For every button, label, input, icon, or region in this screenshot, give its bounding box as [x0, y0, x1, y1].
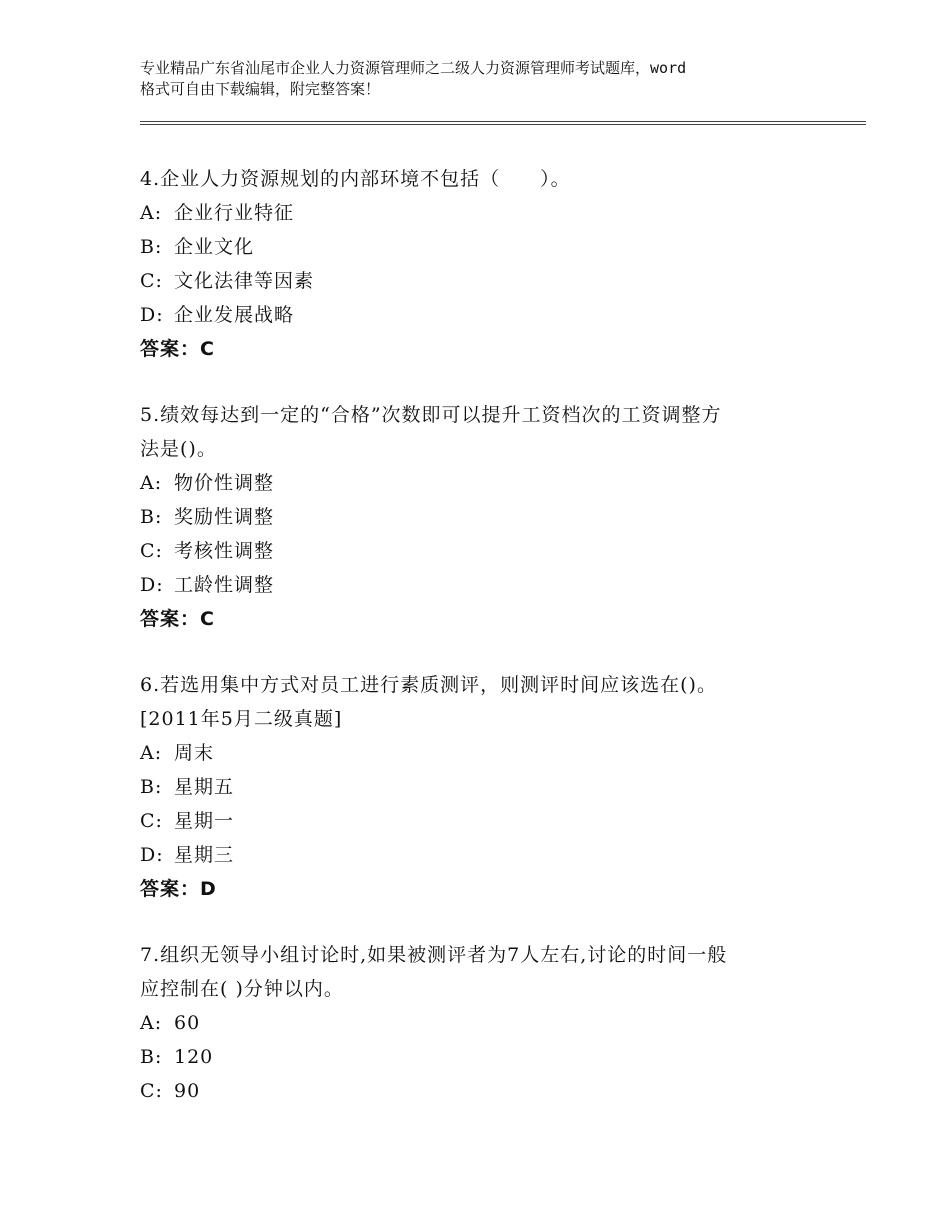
- question-stem-line-1: 7.组织无领导小组讨论时,如果被测评者为7人左右,讨论的时间一般: [140, 944, 728, 966]
- header-line-2: 格式可自由下载编辑，附完整答案！: [140, 80, 381, 98]
- option-d: [140, 298, 820, 332]
- option-text: 物价性调整: [174, 472, 275, 494]
- question-stem: 4.企业人力资源规划的内部环境不包括（ ）。: [140, 168, 571, 190]
- option-c: [140, 804, 820, 838]
- option-key: C:: [140, 1080, 163, 1102]
- header-divider-top: [140, 121, 866, 122]
- option-key: A:: [140, 202, 163, 224]
- option-c: [140, 534, 820, 568]
- option-text: 考核性调整: [174, 540, 275, 562]
- question-item: [140, 162, 820, 366]
- option-text: 星期一: [174, 810, 235, 832]
- option-text: 文化法律等因素: [174, 270, 315, 292]
- option-key: D:: [140, 574, 164, 596]
- option-text: 企业发展战略: [174, 304, 295, 326]
- option-a: [140, 1006, 820, 1040]
- option-text: 周末: [174, 742, 215, 764]
- option-text: 工龄性调整: [174, 574, 275, 596]
- option-key: B:: [140, 1046, 163, 1068]
- option-d: [140, 568, 820, 602]
- option-text: 星期三: [174, 844, 235, 866]
- option-key: C:: [140, 540, 163, 562]
- question-stem-line-2: 应控制在( )分钟以内。: [140, 978, 344, 1000]
- option-b: [140, 770, 820, 804]
- question-item: [140, 938, 820, 1108]
- question-stem-line-1: 6.若选用集中方式对员工进行素质测评，则测评时间应该选在()。: [140, 674, 717, 696]
- option-key: A:: [140, 472, 163, 494]
- answer-line: 答案：C: [140, 338, 215, 360]
- header-divider-bottom: [140, 124, 866, 125]
- option-text: 星期五: [174, 776, 235, 798]
- option-a: [140, 196, 820, 230]
- option-text: 60: [174, 1012, 201, 1034]
- option-text: 企业行业特征: [174, 202, 295, 224]
- option-key: A:: [140, 1012, 163, 1034]
- header-line-1: 专业精品广东省汕尾市企业人力资源管理师之二级人力资源管理师考试题库，word: [140, 59, 687, 77]
- question-item: [140, 398, 820, 636]
- option-text: 企业文化: [174, 236, 255, 258]
- question-stem-line-2: 法是()。: [140, 438, 217, 460]
- option-a: [140, 466, 820, 500]
- option-b: [140, 500, 820, 534]
- option-text: 奖励性调整: [174, 506, 275, 528]
- option-key: D:: [140, 844, 164, 866]
- option-key: C:: [140, 810, 163, 832]
- question-stem-line-2: [2011年5月二级真题]: [140, 708, 343, 730]
- document-header: [140, 58, 840, 100]
- option-text: 90: [174, 1080, 201, 1102]
- question-item: [140, 668, 820, 906]
- option-key: C:: [140, 270, 163, 292]
- option-d: [140, 838, 820, 872]
- option-a: [140, 736, 820, 770]
- option-b: [140, 230, 820, 264]
- option-key: A:: [140, 742, 163, 764]
- option-b: [140, 1040, 820, 1074]
- answer-line: 答案：D: [140, 878, 217, 900]
- option-key: B:: [140, 776, 163, 798]
- option-key: B:: [140, 506, 163, 528]
- question-stem-line-1: 5.绩效每达到一定的“合格”次数即可以提升工资档次的工资调整方: [140, 404, 722, 426]
- option-c: [140, 1074, 820, 1108]
- option-key: B:: [140, 236, 163, 258]
- option-text: 120: [174, 1046, 214, 1068]
- question-list: [140, 162, 820, 1140]
- answer-line: 答案：C: [140, 608, 215, 630]
- option-key: D:: [140, 304, 164, 326]
- option-c: [140, 264, 820, 298]
